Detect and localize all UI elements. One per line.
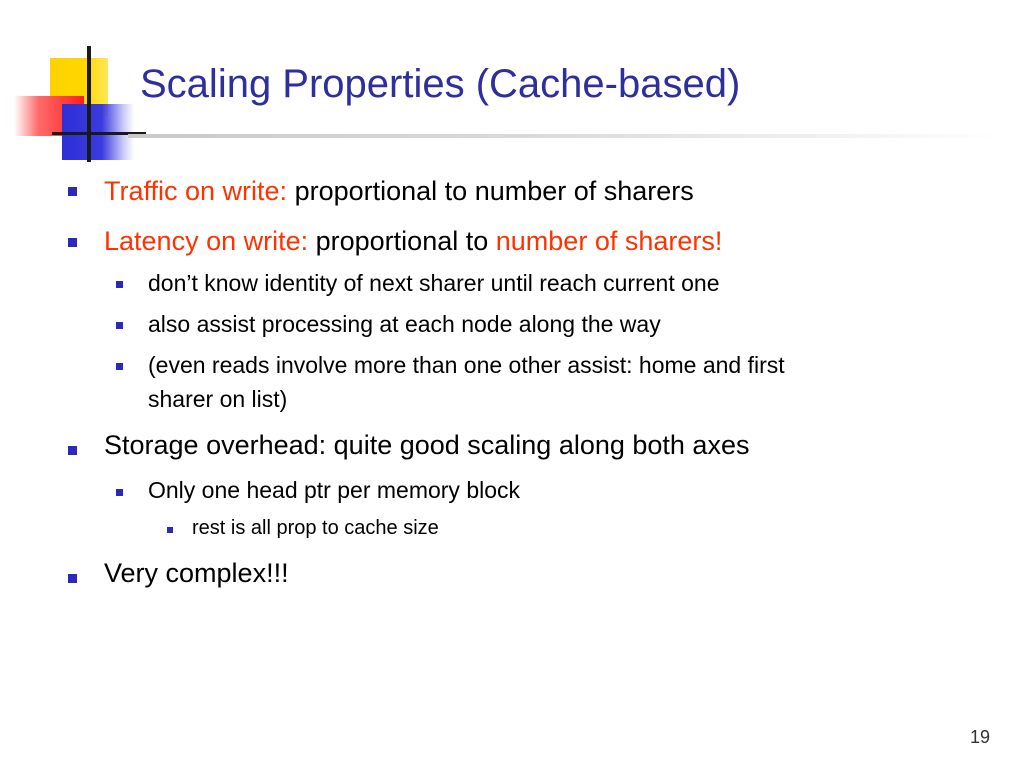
bullet-marker — [68, 187, 77, 196]
latency-emphasis: number of sharers! — [495, 226, 723, 256]
latency-label: Latency on write: — [104, 226, 309, 256]
slide-title: Scaling Properties (Cache-based) — [140, 62, 741, 106]
latency-text: proportional to — [315, 226, 489, 256]
sub-bullet-marker — [116, 363, 123, 370]
bullet-storage: Storage overhead: quite good scaling along both axes — [104, 430, 750, 460]
bullet-marker — [68, 238, 77, 247]
title-underline — [128, 134, 998, 138]
sub-assist: also assist processing at each node along the way — [148, 311, 661, 337]
subsub-rest: rest is all prop to cache size — [192, 517, 439, 539]
bullet-complex: Very complex!!! — [104, 558, 289, 588]
page-number: 19 — [969, 727, 990, 747]
sub-identity: don’t know identity of next sharer until reach current one — [148, 270, 720, 296]
traffic-label: Traffic on write: — [104, 176, 288, 206]
sub-headptr: Only one head ptr per memory block — [148, 477, 521, 503]
sub-bullet-marker — [116, 489, 123, 496]
sub-bullet-marker — [116, 281, 123, 288]
sub-even-line1: (even reads involve more than one other assist: home and first — [148, 352, 785, 378]
bullet-latency — [104, 226, 722, 257]
logo-vertical-line — [87, 46, 91, 162]
bullet-traffic — [104, 176, 694, 207]
traffic-text: proportional to number of sharers — [294, 176, 694, 206]
subsub-bullet-marker — [167, 527, 173, 533]
sub-even-line2: sharer on list) — [148, 386, 288, 412]
bullet-marker — [68, 446, 77, 455]
sub-bullet-marker — [116, 322, 123, 329]
bullet-marker — [68, 574, 77, 583]
